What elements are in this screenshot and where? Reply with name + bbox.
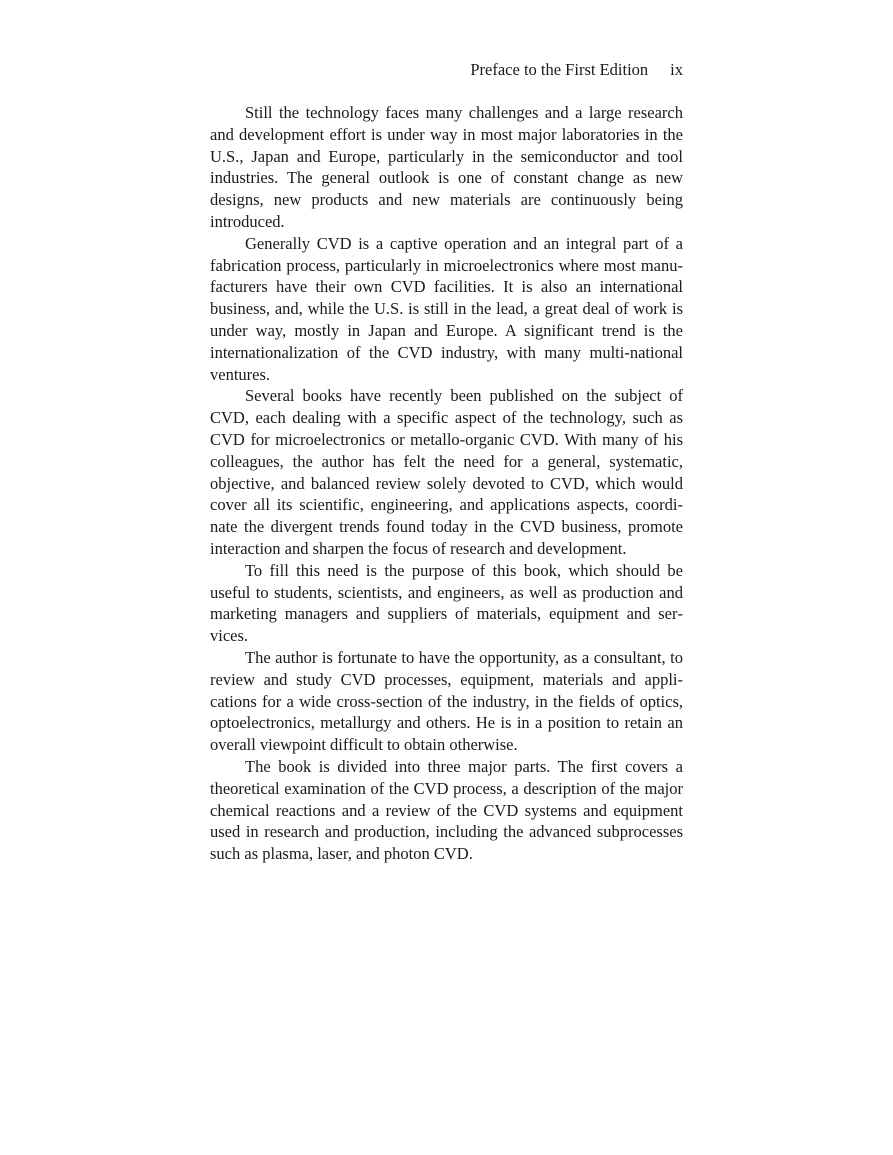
running-header-title: Preface to the First Edition [470,60,649,79]
paragraph: Still the technology faces many challenges and a large research and development effort is under way in most major laboratories in the U.S., Japan and Europe, particularly in the semiconductor and tool industries. The general outlook is one of constant change as new designs, new products and new materials are continuously being introduced. [210,103,683,231]
running-header [210,59,683,81]
body-text [210,102,683,865]
paragraph: The book is divided into three major parts. The first covers a theoretical examination of the CVD process, a description of the major chemical reactions and a review of the CVD systems and equipment used in research and production, including the advanced subprocesses such as plasma, laser, and photon CVD. [210,756,683,864]
paragraph: To fill this need is the purpose of this book, which should be useful to students, scientists, and engineers, as well as production and marketing managers and suppliers of materials, equipment and services. [210,560,683,646]
paragraph: The author is fortunate to have the opportunity, as a consultant, to review and study CVD processes, equipment, materials and applications for a wide cross-section of the industry, in the fields of optics, optoelectronics, metallurgy and others. He is in a position to retain an overall viewpoint difficult to obtain otherwise. [210,647,683,755]
paragraph: Generally CVD is a captive operation and an integral part of a fabrication process, particularly in microelectronics where most manufacturers have their own CVD facilities. It is also an international business, and, while the U.S. is still in the lead, a great deal of work is under way, mostly in Japan and Europe. A significant trend is the internationalization of the CVD industry, with many multi-national ventures. [210,233,683,384]
paragraph: Several books have recently been published on the subject of CVD, each dealing with a specific aspect of the technology, such as CVD for microelectronics or metallo-organic CVD. With many of his colleagues, the author has felt the need for a general, systematic, objective, and balanced review solely devoted to CVD, which would cover all its scientific, engineering, and applications aspects, coordinate the divergent trends found today in the CVD business, promote interaction and sharpen the focus of research and development. [210,386,683,558]
page-number: ix [670,60,683,79]
